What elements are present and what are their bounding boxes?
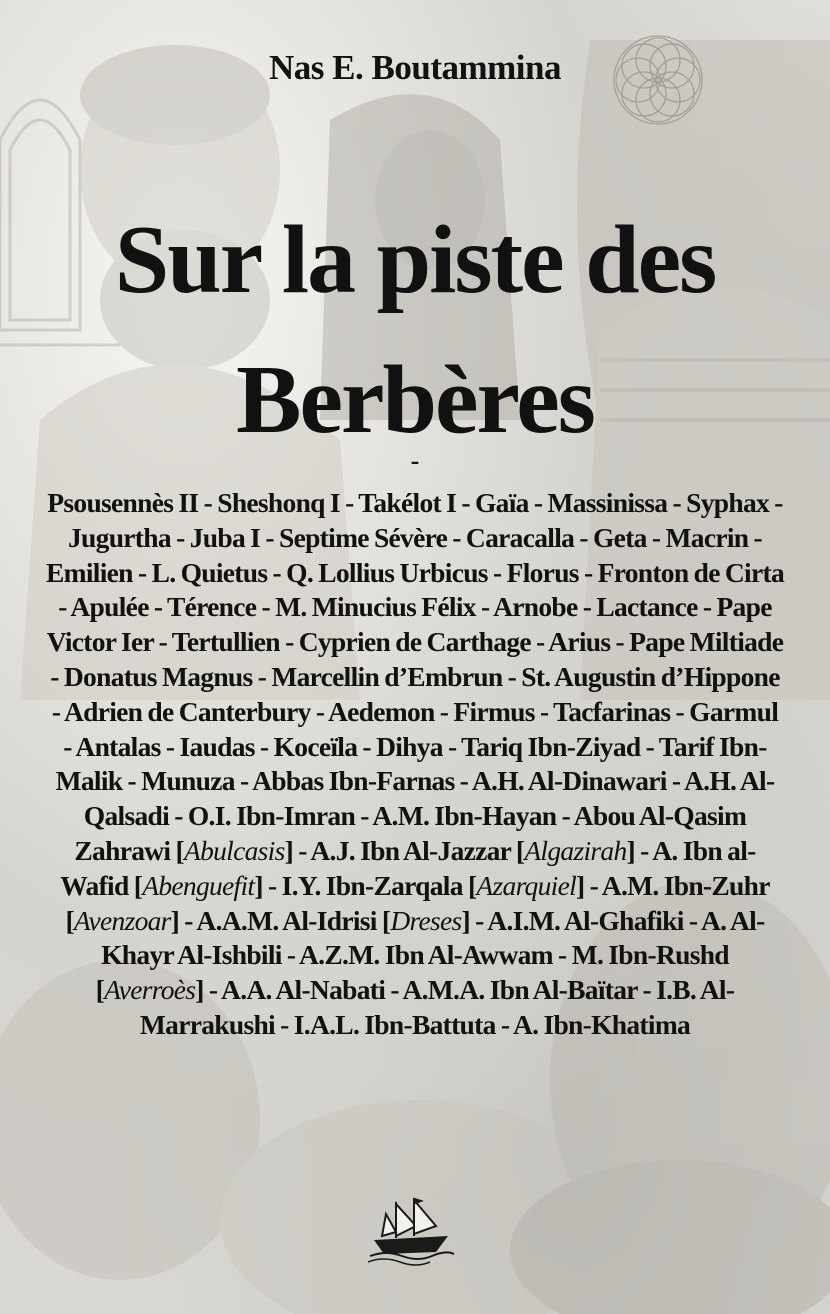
names-text: ] - A.J. Ibn Al-Jazzar [ bbox=[284, 834, 525, 866]
names-text: ] - I.Y. Ibn-Zarqala [ bbox=[254, 869, 477, 901]
names-list bbox=[46, 486, 784, 1043]
latinized-name: Avenzoar bbox=[73, 904, 171, 936]
names-text: ] - A.I.M. Al-Ghafiki - A. Al-Khayr Al-Ishbili - A.Z.M. Ibn Al-Awwam - M. Ibn-Rushd [ bbox=[95, 904, 765, 1006]
separator-dash: - bbox=[410, 446, 420, 475]
latinized-name: Azarquiel bbox=[476, 869, 577, 901]
names-text: Psousennès II - Sheshonq I - Takélot I - Gaïa - Massinissa - Syphax - Jugurtha - Juba I - Septime Sévère - Caracalla - Geta - Macrin - Emilien - L. Quietus - Q. Lollius Urbicus - Florus - Fronton de Cirta - Apulée - Térence - M. Minucius Félix - Arnobe - Lactance - Pape Victor Ier - Tertullien - Cyprien de Carthage - Arius - Pape Miltiade - Donatus Magnus - Marcellin d’Embrun - St. Augustin d’Hippone - Adrien de Canterbury - Aedemon - Firmus - Tacfarinas - Garmul - Antalas - Iaudas - Koceïla - Dihya - Tariq Ibn-Ziyad - Tarif Ibn-Malik - Munuza - Abbas Ibn-Farnas - A.H. Al-Dinawari - A.H. Al-Qalsadi - O.I. Ibn-Imran - A.M. Ibn-Hayan - Abou Al-Qasim Zahrawi [ bbox=[46, 487, 785, 866]
title-line-2: Berbères bbox=[236, 346, 594, 454]
names-text: ] - A.A. Al-Nabati - A.M.A. Ibn Al-Baïtar - I.B. Al-Marrakushi - I.A.L. Ibn-Battuta - A. Ibn-Khatima bbox=[139, 974, 735, 1040]
book-title bbox=[0, 190, 830, 470]
sailing-ship-icon bbox=[366, 1196, 456, 1266]
latinized-name: Abenguefit bbox=[142, 869, 255, 901]
latinized-name: Averroès bbox=[104, 974, 196, 1006]
latinized-name: Algazirah bbox=[524, 834, 627, 866]
title-line-1: Sur la piste des bbox=[114, 206, 716, 314]
latinized-name: Dreses bbox=[390, 904, 462, 936]
latinized-name: Abulcasis bbox=[183, 834, 285, 866]
names-text: ] - A. Ibn al-Wafid [ bbox=[60, 834, 756, 901]
names-text: ] - A.A.M. Al-Idrisi [ bbox=[170, 904, 391, 936]
names-text: ] - A.M. Ibn-Zuhr [ bbox=[65, 869, 770, 936]
author-name: Nas E. Boutammina bbox=[269, 48, 561, 87]
